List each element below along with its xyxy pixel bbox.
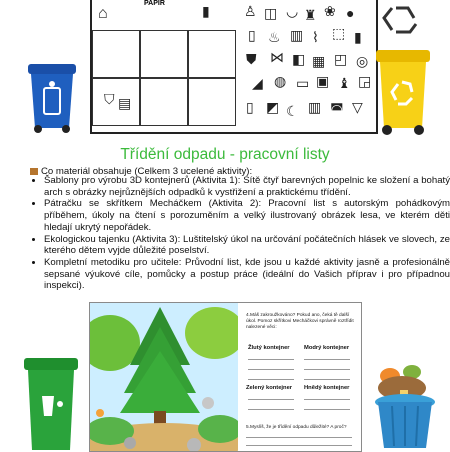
glass-jar-icon: ◰ — [334, 51, 348, 67]
sorting-worksheet-preview — [90, 0, 378, 134]
milk-bottle-icon: ▯ — [246, 99, 254, 115]
grid-cell — [92, 78, 140, 126]
grid-cell — [140, 30, 188, 78]
answer-line — [248, 359, 294, 360]
page-title: Třídění odpadu - pracovní listy — [120, 146, 330, 163]
perfume-bottle-icon: ♜ — [304, 7, 317, 23]
bin-label-green: Zelený kontejner — [246, 385, 293, 391]
green-bin-icon — [22, 356, 80, 450]
answer-line — [246, 437, 352, 438]
bin-label-brown: Hnědý kontejner — [304, 385, 350, 391]
answer-line — [304, 399, 350, 400]
bottle-icon: ▭ — [296, 75, 310, 91]
answer-line — [248, 379, 294, 380]
cup-icon: ◡ — [286, 3, 299, 19]
sprayer-icon: ♝ — [338, 75, 351, 91]
answer-line — [248, 369, 294, 370]
milk-carton-icon: ◩ — [266, 99, 280, 115]
notebook-icon: ▤ — [118, 95, 132, 111]
jug-icon: ♨ — [268, 29, 281, 45]
newspaper-icon: ▦ — [312, 53, 326, 69]
jar-icon: ◫ — [264, 5, 278, 21]
bottle-icon: ▮ — [202, 3, 210, 19]
question-5: 5.Myslíš, že je třídění odpadu důležité? A proč? — [246, 425, 347, 430]
blue-bin-icon — [24, 62, 80, 134]
bag-icon: ⛉ — [104, 91, 115, 107]
box-icon: ◲ — [358, 73, 372, 89]
yellow-bin-icon — [372, 48, 434, 136]
list-item: • Pátračku se skřítkem Mecháčkem (Aktivita 2): Pracovní list s autorským pohádkovým příběhem, úkoly na čtení s porozuměním a velký ilustrovaný obrázek lesa, ve kterém děti hledají ukrytý nepořádek. — [44, 198, 450, 233]
cup-icon: ◍ — [274, 73, 287, 89]
intro-text: Co materiál obsahuje (Celkem 3 ucelené aktivity): — [41, 166, 253, 177]
waste-items-illustrations — [242, 0, 376, 132]
answer-line — [304, 369, 350, 370]
sorting-grid-row-1 — [92, 30, 236, 78]
list-item: • Ekologickou tajenku (Aktivita 3): Luštitelský úkol na určování počátečních hlásek ve slovech, ze kterého dětem vyjde důležité poselství. — [44, 234, 450, 257]
bottle-icon: ▮ — [354, 29, 362, 45]
fruit-icon: ❀ — [324, 3, 336, 19]
answer-line — [304, 409, 350, 410]
apple-icon: ● — [346, 5, 355, 21]
fish-bone-icon: ⋈ — [270, 49, 284, 65]
bin-label-blue: Modrý kontejner — [304, 345, 350, 351]
contents-list — [30, 175, 450, 292]
answer-line — [248, 399, 294, 400]
carton-icon: ◧ — [292, 51, 306, 67]
grid-cell — [188, 30, 236, 78]
column-label-paper: PAPÍR — [144, 0, 165, 7]
list-item: • Šablony pro výrobu 3D kontejnerů (Aktivita 1): Sítě čtyř barevných popelnic ke složení a bohatý arch s obrázky nejrůznějších odpadků k vystřižení a praktickému třídění. — [44, 175, 450, 198]
mug-icon: ◚ — [330, 101, 344, 117]
t-shirt-icon: ♙ — [244, 3, 257, 19]
shoe-icon: ◢ — [252, 75, 263, 91]
answer-line — [304, 379, 350, 380]
house-icon: ⌂ — [98, 5, 108, 22]
bottle-icon: ▯ — [248, 27, 256, 43]
grid-cell — [92, 30, 140, 78]
box-icon — [30, 168, 38, 175]
forest-illustration — [89, 302, 240, 452]
grid-cell — [188, 78, 236, 126]
compost-bin-icon — [370, 362, 440, 450]
answer-line — [304, 359, 350, 360]
can-icon: ▥ — [290, 27, 304, 43]
box-icon: ⬚ — [332, 25, 346, 41]
question-4: 4.Máš zakroužkováno? Pokud ano, čeká tě další úkol. Pomoz skřítkovi Mecháčkovi správně roztřídit nalezené věci: — [246, 313, 354, 330]
recycle-symbol-icon — [374, 2, 430, 36]
list-item: • Kompletní metodiku pro učitele: Průvodní list, kde jsou u každé aktivity jasně a profesionálně sepsané výukové cíle, pomůcky a postup práce (ideální do Vašich příprav i pro případnou inspekci). — [44, 257, 450, 292]
glass-icon: ▽ — [352, 99, 363, 115]
bin-label-yellow: Žlutý kontejner — [248, 345, 290, 351]
answer-line — [246, 445, 352, 446]
plastic-bag-icon: ⛊ — [246, 51, 257, 67]
grid-cell — [140, 78, 188, 126]
can-icon: ▥ — [308, 99, 322, 115]
bulb-icon: ◎ — [356, 53, 369, 69]
banana-peel-icon: ☾ — [286, 103, 299, 119]
worksheet-page — [238, 302, 362, 452]
answer-line — [248, 409, 294, 410]
bone-icon: ⌇ — [312, 29, 319, 45]
container-icon: ▣ — [316, 73, 330, 89]
